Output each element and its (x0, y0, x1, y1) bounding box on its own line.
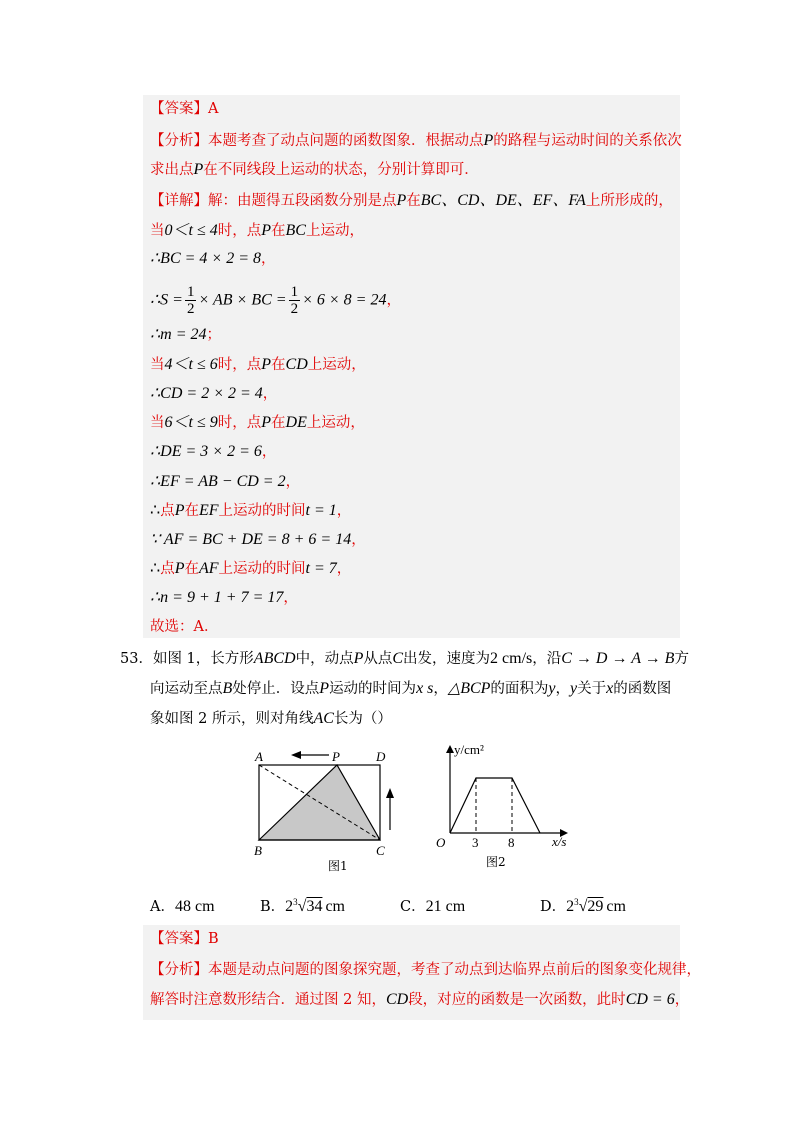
function-graph (450, 778, 540, 833)
x-axis-label: x/s (552, 834, 567, 849)
figure-1-caption: 图1 (328, 859, 348, 873)
option-b[interactable]: B．$2^3√34$ cm (260, 897, 345, 915)
detail-line-15: 故选：A． (150, 619, 219, 635)
fraction-half: $\frac{1}{2}$ (186, 284, 195, 317)
fraction-half: $\frac{1}{2}$ (290, 284, 299, 317)
analysis-line-1: 【分析】本题考查了动点问题的函数图象．根据动点P的路程与运动时间的关系依次 (150, 132, 682, 149)
option-c[interactable]: C．21 cm (400, 898, 466, 915)
answer-line: 【答案】A (150, 101, 219, 117)
detail-line-11: ∴点P在EF上运动的时间t = 1， (150, 502, 352, 519)
figure-1 (245, 745, 415, 875)
detail-line-9: ∴DE = 3 × 2 = 6， (150, 443, 277, 460)
label-c: C (376, 843, 385, 858)
figure-2 (428, 740, 588, 875)
label-p: P (332, 749, 340, 764)
detail-line-1: 【详解】解：由题得五段函数分别是点P在BC、CD、DE、EF、FA上所形成的， (150, 192, 673, 209)
detail-line-12: ∵ AF = BC + DE = 8 + 6 = 14， (150, 531, 366, 548)
analysis2-line-2: 解答时注意数形结合．通过图 2 知，CD段，对应的函数是一次函数，此时CD = 6， (150, 991, 690, 1008)
question-line-2: 向运动至点B处停止．设点P运动的时间为x s，△BCP的面积为y，y关于x的函数图 (150, 680, 672, 697)
origin-label: O (436, 835, 446, 850)
label-d: D (376, 749, 386, 764)
detail-line-7: ∴CD = 2 × 2 = 4， (150, 385, 278, 402)
analysis-line-2: 求出点P在不同线段上运动的状态，分别计算即可． (150, 161, 479, 178)
label-a: A (255, 749, 263, 764)
y-axis-label: y/cm² (454, 742, 484, 757)
figure-2-caption: 图2 (486, 855, 506, 869)
option-d[interactable]: D．$2^3√29$ cm (540, 897, 626, 915)
arrow-left-icon (291, 751, 301, 759)
y-axis-arrow-icon (446, 745, 454, 753)
tick-3: 3 (472, 835, 479, 850)
detail-line-2: 当0＜t ≤ 4时，点P在BC上运动， (150, 222, 364, 239)
detail-line-8: 当6＜t ≤ 9时，点P在DE上运动， (150, 414, 365, 431)
detail-line-4: ∴S = $\frac{1}{2}$ × AB × BC = $\frac{1}{2}$ × 6 × 8 = 24， (150, 284, 401, 317)
arrow-up-icon (386, 788, 394, 798)
detail-line-13: ∴点P在AF上运动的时间t = 7， (150, 560, 352, 577)
tick-8: 8 (508, 835, 515, 850)
option-a[interactable]: A．48 cm (150, 898, 215, 915)
detail-line-14: ∴n = 9 + 1 + 7 = 17， (150, 589, 298, 606)
question-line-1: 53．如图 1，长方形ABCD中，动点P从点C出发，速度为2 cm/s，沿C → D → A → B方 (120, 650, 689, 667)
detail-line-10: ∴EF = AB − CD = 2， (150, 473, 301, 490)
question-line-3: 象如图 2 所示，则对角线AC长为（） (150, 710, 392, 727)
detail-line-3: ∴BC = 4 × 2 = 8， (150, 250, 276, 267)
answer-line-2: 【答案】B (150, 931, 219, 947)
label-b: B (254, 843, 262, 858)
detail-line-6: 当4＜t ≤ 6时，点P在CD上运动， (150, 356, 366, 373)
detail-line-5: ∴m = 24； (150, 326, 222, 343)
analysis2-line-1: 【分析】本题是动点问题的图象探究题，考查了动点到达临界点前后的图象变化规律， (150, 962, 701, 978)
